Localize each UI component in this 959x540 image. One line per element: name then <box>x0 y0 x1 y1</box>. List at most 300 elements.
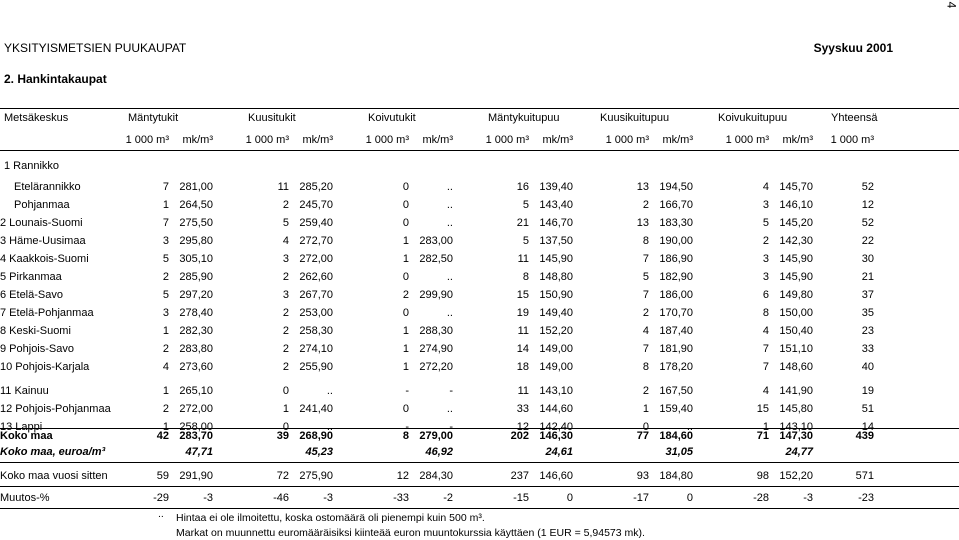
value-cell: 1 <box>162 421 169 433</box>
value-cell: 143,40 <box>539 199 573 211</box>
header-group-kuusitukit: Kuusitukit <box>248 112 296 124</box>
region-group-label: 1 Rannikko <box>4 160 60 172</box>
value-cell: 5 <box>762 217 769 229</box>
value-cell: 295,80 <box>179 235 213 247</box>
value-cell: 77 <box>636 430 649 442</box>
value-cell: 0 <box>642 421 649 433</box>
value-cell: 141,90 <box>779 385 813 397</box>
empty-cell <box>118 443 169 461</box>
unit-cell: 1 000 m³ <box>125 134 169 146</box>
value-cell: 297,20 <box>179 289 213 301</box>
value-cell: 142,30 <box>779 235 813 247</box>
value-cell: 33 <box>516 403 529 415</box>
value-cell: 0 <box>402 181 409 193</box>
header-group-mantytukit: Mäntytukit <box>128 112 179 124</box>
value-cell: 291,90 <box>179 470 213 482</box>
row-label: 8 Keski-Suomi <box>0 325 71 337</box>
value-cell: 2 <box>762 235 769 247</box>
value-cell: 2 <box>162 271 169 283</box>
value-cell: 159,40 <box>659 403 693 415</box>
value-cell: 285,20 <box>299 181 333 193</box>
value-cell: -29 <box>153 492 169 504</box>
row-label: 3 Häme-Uusimaa <box>0 235 86 247</box>
value-cell: 139,40 <box>539 181 573 193</box>
table-row <box>0 178 874 196</box>
value-cell: 186,90 <box>659 253 693 265</box>
value-cell: 22 <box>861 235 874 247</box>
row-label: Koko maa vuosi sitten <box>0 470 108 482</box>
value-cell: 2 <box>282 343 289 355</box>
unit-cell: 1 000 m³ <box>725 134 769 146</box>
value-cell: 2 <box>162 403 169 415</box>
value-cell: 72 <box>276 470 289 482</box>
value-cell: 5 <box>522 199 529 211</box>
value-cell: 285,90 <box>179 271 213 283</box>
row-label: 11 Kainuu <box>0 385 49 397</box>
empty-cell <box>693 443 769 461</box>
row-label: 6 Etelä-Savo <box>0 289 63 301</box>
value-cell: 7 <box>642 253 649 265</box>
value-cell: 146,60 <box>539 470 573 482</box>
value-cell: 3 <box>282 289 289 301</box>
value-cell: 275,90 <box>299 470 333 482</box>
value-cell: 8 <box>402 430 409 442</box>
header-group-mantykuitupuu: Mäntykuitupuu <box>488 112 560 124</box>
row-label: 4 Kaakkois-Suomi <box>0 253 89 265</box>
header-group-kuusikuitupuu: Kuusikuitupuu <box>600 112 670 124</box>
unit-cell: 1 000 m³ <box>245 134 289 146</box>
value-cell: 259,40 <box>299 217 333 229</box>
value-cell: -15 <box>513 492 529 504</box>
value-cell: 1 <box>162 385 169 397</box>
value-cell: 24,61 <box>545 446 573 458</box>
value-cell: 148,60 <box>779 361 813 373</box>
header-region: Metsäkeskus <box>4 112 69 124</box>
value-cell: 40 <box>861 361 874 373</box>
value-cell: 272,70 <box>299 235 333 247</box>
value-cell: 16 <box>516 181 529 193</box>
value-cell: - <box>449 421 453 433</box>
value-cell: 274,10 <box>299 343 333 355</box>
row-label: 9 Pohjois-Savo <box>0 343 74 355</box>
value-cell: 181,90 <box>659 343 693 355</box>
value-cell: 145,90 <box>539 253 573 265</box>
unit-cell: 1 000 m³ <box>485 134 529 146</box>
value-cell: 7 <box>162 217 169 229</box>
value-cell: 146,30 <box>539 430 573 442</box>
value-cell: 1 <box>402 343 409 355</box>
value-cell: 30 <box>861 253 874 265</box>
value-cell: 152,20 <box>779 470 813 482</box>
value-cell: 272,00 <box>179 403 213 415</box>
value-cell: 18 <box>516 361 529 373</box>
value-cell: 190,00 <box>659 235 693 247</box>
value-cell: 8 <box>762 307 769 319</box>
value-cell: 52 <box>861 217 874 229</box>
value-cell: 1 <box>762 421 769 433</box>
value-cell: 52 <box>861 181 874 193</box>
value-cell: 149,40 <box>539 307 573 319</box>
value-cell: 258,00 <box>179 421 213 433</box>
value-cell: .. <box>326 421 333 433</box>
unit-cell: mk/m³ <box>542 134 573 146</box>
value-cell: 237 <box>510 470 529 482</box>
value-cell: 7 <box>762 343 769 355</box>
row-label: 12 Pohjois-Pohjanmaa <box>0 403 111 415</box>
value-cell: 265,10 <box>179 385 213 397</box>
value-cell: 284,30 <box>419 470 453 482</box>
rule-header <box>0 150 959 151</box>
value-cell: 2 <box>642 199 649 211</box>
header-group-koivukuitupuu: Koivukuitupuu <box>718 112 788 124</box>
value-cell: 4 <box>162 361 169 373</box>
value-cell: 288,30 <box>419 325 453 337</box>
value-cell: 7 <box>762 361 769 373</box>
value-cell: 1 <box>402 325 409 337</box>
header-group-yhteensa: Yhteensä <box>831 112 878 124</box>
document-date: Syyskuu 2001 <box>813 41 893 55</box>
value-cell: 143,10 <box>779 421 813 433</box>
value-cell: 182,90 <box>659 271 693 283</box>
value-cell: 2 <box>282 199 289 211</box>
value-cell: 2 <box>402 289 409 301</box>
value-cell: 24,77 <box>785 446 813 458</box>
value-cell: 283,00 <box>419 235 453 247</box>
value-cell: 149,00 <box>539 361 573 373</box>
value-cell: .. <box>446 271 453 283</box>
value-cell: 2 <box>282 307 289 319</box>
value-cell: 4 <box>762 385 769 397</box>
value-cell: 71 <box>756 430 769 442</box>
empty-cell <box>453 443 529 461</box>
value-cell: 1 <box>282 403 289 415</box>
value-cell: 170,70 <box>659 307 693 319</box>
change-row <box>0 489 874 507</box>
table-row <box>0 196 874 214</box>
footnote-symbol: .. <box>158 508 164 520</box>
value-cell: 1 <box>402 235 409 247</box>
value-cell: 194,50 <box>659 181 693 193</box>
value-cell: 3 <box>762 271 769 283</box>
value-cell: 268,90 <box>299 430 333 442</box>
value-cell: 149,80 <box>779 289 813 301</box>
value-cell: 11 <box>277 181 289 193</box>
value-cell: 4 <box>762 181 769 193</box>
value-cell: 273,60 <box>179 361 213 373</box>
units-row <box>0 131 874 149</box>
value-cell: 137,50 <box>539 235 573 247</box>
value-cell: 283,70 <box>179 430 213 442</box>
rule-bottom <box>0 508 959 509</box>
value-cell: 151,10 <box>779 343 813 355</box>
rule-top <box>0 108 959 109</box>
value-cell: 2 <box>642 307 649 319</box>
value-cell: 283,80 <box>179 343 213 355</box>
value-cell: 0 <box>402 217 409 229</box>
value-cell: 33 <box>861 343 874 355</box>
value-cell: 146,70 <box>539 217 573 229</box>
value-cell: 0 <box>566 492 573 504</box>
value-cell: 439 <box>855 430 874 442</box>
row-label: 5 Pirkanmaa <box>0 271 62 283</box>
value-cell: 267,70 <box>299 289 333 301</box>
unit-cell: 1 000 m³ <box>605 134 649 146</box>
value-cell: 37 <box>861 289 874 301</box>
value-cell: 93 <box>636 470 649 482</box>
table-row <box>0 322 874 340</box>
value-cell: 281,00 <box>179 181 213 193</box>
euro-row <box>0 443 874 461</box>
table-row <box>0 268 874 286</box>
value-cell: 21 <box>516 217 529 229</box>
value-cell: 35 <box>861 307 874 319</box>
section-title: 2. Hankintakaupat <box>4 72 107 86</box>
value-cell: -2 <box>443 492 453 504</box>
value-cell: - <box>449 385 453 397</box>
value-cell: 145,70 <box>779 181 813 193</box>
value-cell: 2 <box>282 325 289 337</box>
value-cell: 183,30 <box>659 217 693 229</box>
row-label: Koko maa <box>0 430 53 442</box>
value-cell: 282,30 <box>179 325 213 337</box>
value-cell: 152,20 <box>539 325 573 337</box>
value-cell: 264,50 <box>179 199 213 211</box>
value-cell: 98 <box>756 470 769 482</box>
value-cell: 59 <box>156 470 169 482</box>
value-cell: 1 <box>642 403 649 415</box>
value-cell: 0 <box>282 421 289 433</box>
value-cell: 5 <box>522 235 529 247</box>
value-cell: 4 <box>282 235 289 247</box>
value-cell: 15 <box>516 289 529 301</box>
value-cell: 145,90 <box>779 271 813 283</box>
value-cell: 51 <box>861 403 874 415</box>
row-label: 10 Pohjois-Karjala <box>0 361 90 373</box>
value-cell: 46,92 <box>425 446 453 458</box>
unit-cell: 1 000 m³ <box>365 134 409 146</box>
value-cell: 2 <box>642 385 649 397</box>
empty-cell <box>813 443 874 461</box>
value-cell: 4 <box>642 325 649 337</box>
value-cell: 15 <box>756 403 769 415</box>
value-cell: 2 <box>162 343 169 355</box>
empty-cell <box>213 443 289 461</box>
row-label: Koko maa, euroa/m³ <box>0 446 106 458</box>
value-cell: -17 <box>633 492 649 504</box>
value-cell: 8 <box>642 361 649 373</box>
value-cell: 142,40 <box>539 421 573 433</box>
value-cell: 23 <box>861 325 874 337</box>
value-cell: 145,90 <box>779 253 813 265</box>
row-label: Etelärannikko <box>14 181 81 193</box>
value-cell: 245,70 <box>299 199 333 211</box>
value-cell: 1 <box>162 199 169 211</box>
value-cell: 47,71 <box>185 446 213 458</box>
value-cell: -3 <box>323 492 333 504</box>
value-cell: 166,70 <box>659 199 693 211</box>
table-row <box>0 340 874 358</box>
table-row <box>0 358 874 376</box>
value-cell: 178,20 <box>659 361 693 373</box>
value-cell: 12 <box>396 470 409 482</box>
rule-total-top <box>0 428 959 429</box>
value-cell: 150,90 <box>539 289 573 301</box>
value-cell: .. <box>686 421 693 433</box>
value-cell: 278,40 <box>179 307 213 319</box>
row-label: 7 Etelä-Pohjanmaa <box>0 307 94 319</box>
value-cell: 12 <box>516 421 529 433</box>
document-title: YKSITYISMETSIEN PUUKAUPAT <box>4 41 187 55</box>
value-cell: 253,00 <box>299 307 333 319</box>
table-row <box>0 232 874 250</box>
value-cell: 0 <box>282 385 289 397</box>
value-cell: -3 <box>803 492 813 504</box>
empty-cell <box>573 443 649 461</box>
value-cell: 241,40 <box>299 403 333 415</box>
value-cell: 0 <box>686 492 693 504</box>
value-cell: 186,00 <box>659 289 693 301</box>
value-cell: 1 <box>162 325 169 337</box>
value-cell: 272,20 <box>419 361 453 373</box>
table-row <box>0 286 874 304</box>
row-label: Pohjanmaa <box>14 199 70 211</box>
value-cell: 6 <box>762 289 769 301</box>
footnote-1: Hintaa ei ole ilmoitettu, koska ostomäärä oli pienempi kuin 500 m³. <box>176 512 485 524</box>
value-cell: 202 <box>510 430 529 442</box>
value-cell: 262,60 <box>299 271 333 283</box>
value-cell: .. <box>326 385 333 397</box>
value-cell: 143,10 <box>539 385 573 397</box>
value-cell: 11 <box>517 325 529 337</box>
table-row <box>0 304 874 322</box>
value-cell: -23 <box>858 492 874 504</box>
value-cell: 150,00 <box>779 307 813 319</box>
value-cell: 3 <box>282 253 289 265</box>
row-label: Muutos-% <box>0 492 50 504</box>
unit-cell: mk/m³ <box>782 134 813 146</box>
value-cell: .. <box>446 217 453 229</box>
unit-cell: mk/m³ <box>302 134 333 146</box>
value-cell: 167,50 <box>659 385 693 397</box>
prev-year-row <box>0 467 874 485</box>
value-cell: 7 <box>642 343 649 355</box>
value-cell: 147,30 <box>779 430 813 442</box>
unit-cell: mk/m³ <box>422 134 453 146</box>
page-number: 4 <box>944 1 959 9</box>
value-cell: 258,30 <box>299 325 333 337</box>
value-cell: 4 <box>762 325 769 337</box>
value-cell: 31,05 <box>665 446 693 458</box>
value-cell: 0 <box>402 199 409 211</box>
value-cell: 146,10 <box>779 199 813 211</box>
value-cell: 144,60 <box>539 403 573 415</box>
value-cell: 0 <box>402 403 409 415</box>
unit-cell: 1 000 m³ <box>830 134 874 146</box>
value-cell: 5 <box>642 271 649 283</box>
value-cell: 39 <box>276 430 289 442</box>
value-cell: 184,80 <box>659 470 693 482</box>
value-cell: 13 <box>636 181 649 193</box>
rule-prev <box>0 486 959 487</box>
value-cell: 2 <box>282 361 289 373</box>
header-group-koivutukit: Koivutukit <box>368 112 416 124</box>
value-cell: 21 <box>861 271 874 283</box>
value-cell: 255,90 <box>299 361 333 373</box>
value-cell: 1 <box>402 253 409 265</box>
value-cell: -3 <box>203 492 213 504</box>
value-cell: 184,60 <box>659 430 693 442</box>
value-cell: .. <box>446 181 453 193</box>
value-cell: 3 <box>762 199 769 211</box>
value-cell: - <box>405 421 409 433</box>
value-cell: 0 <box>402 271 409 283</box>
table-row <box>0 382 874 400</box>
value-cell: .. <box>446 307 453 319</box>
value-cell: .. <box>446 403 453 415</box>
table-row <box>0 250 874 268</box>
value-cell: 3 <box>762 253 769 265</box>
value-cell: -46 <box>273 492 289 504</box>
value-cell: 150,40 <box>779 325 813 337</box>
value-cell: 145,20 <box>779 217 813 229</box>
value-cell: 8 <box>522 271 529 283</box>
value-cell: 13 <box>636 217 649 229</box>
value-cell: 0 <box>402 307 409 319</box>
value-cell: 8 <box>642 235 649 247</box>
value-cell: 45,23 <box>305 446 333 458</box>
value-cell: 5 <box>162 253 169 265</box>
value-cell: 187,40 <box>659 325 693 337</box>
value-cell: 275,50 <box>179 217 213 229</box>
value-cell: 272,00 <box>299 253 333 265</box>
value-cell: 11 <box>517 385 529 397</box>
value-cell: 1 <box>402 361 409 373</box>
value-cell: 42 <box>156 430 169 442</box>
value-cell: 305,10 <box>179 253 213 265</box>
value-cell: 7 <box>162 181 169 193</box>
value-cell: 145,80 <box>779 403 813 415</box>
value-cell: 149,00 <box>539 343 573 355</box>
value-cell: 19 <box>861 385 874 397</box>
row-label: 2 Lounais-Suomi <box>0 217 83 229</box>
value-cell: 299,90 <box>419 289 453 301</box>
value-cell: .. <box>446 199 453 211</box>
value-cell: 11 <box>517 253 529 265</box>
value-cell: 7 <box>642 289 649 301</box>
value-cell: 274,90 <box>419 343 453 355</box>
footnote-2: Markat on muunnettu euromääräisiksi kiinteää euron muuntokurssia käyttäen (1 EUR = 5,94573 mk). <box>176 527 645 539</box>
value-cell: 14 <box>861 421 874 433</box>
value-cell: 148,80 <box>539 271 573 283</box>
value-cell: 3 <box>162 307 169 319</box>
value-cell: 19 <box>516 307 529 319</box>
row-label: 13 Lappi <box>0 421 43 433</box>
value-cell: 2 <box>282 271 289 283</box>
table-row <box>0 214 874 232</box>
value-cell: -28 <box>753 492 769 504</box>
value-cell: 279,00 <box>419 430 453 442</box>
value-cell: -33 <box>393 492 409 504</box>
empty-cell <box>333 443 409 461</box>
table-row <box>0 400 874 418</box>
rule-total-bottom <box>0 462 959 463</box>
value-cell: 12 <box>861 199 874 211</box>
value-cell: 14 <box>516 343 529 355</box>
unit-cell: mk/m³ <box>662 134 693 146</box>
value-cell: 3 <box>162 235 169 247</box>
value-cell: 5 <box>282 217 289 229</box>
value-cell: 282,50 <box>419 253 453 265</box>
